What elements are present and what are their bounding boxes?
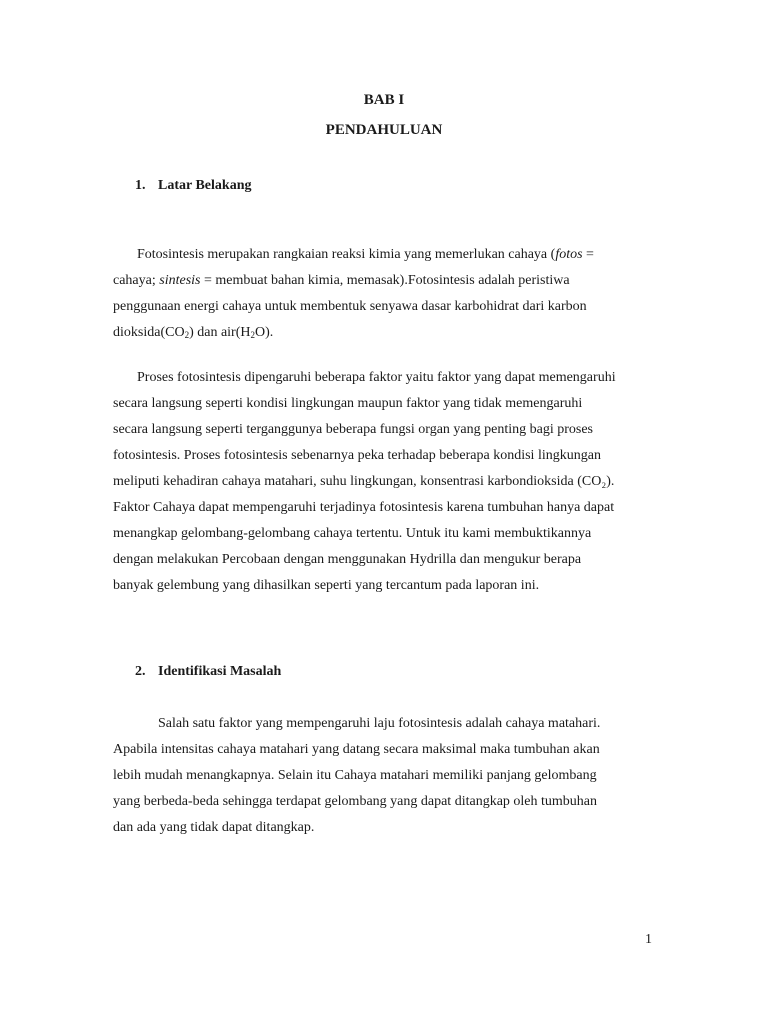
chapter-title: PENDAHULUAN xyxy=(325,122,443,138)
paragraph-line: cahaya; sintesis = membuat bahan kimia, memasak).Fotosintesis adalah peristiwa xyxy=(113,273,570,288)
paragraph-line: lebih mudah menangkapnya. Selain itu Cahaya matahari memiliki panjang gelombang xyxy=(113,768,597,783)
paragraph-line: yang berbeda-beda sehingga terdapat gelombang yang dapat ditangkap oleh tumbuhan xyxy=(113,794,597,809)
section-heading-identifikasi-masalah xyxy=(135,664,281,680)
page-number: 1 xyxy=(645,932,652,947)
paragraph-line: Salah satu faktor yang mempengaruhi laju fotosintesis adalah cahaya matahari. xyxy=(158,716,601,731)
section-heading-latar-belakang xyxy=(135,178,251,194)
section-number: 1. xyxy=(135,178,146,193)
paragraph-line: banyak gelembung yang dihasilkan seperti yang tercantum pada laporan ini. xyxy=(113,578,540,593)
paragraph-latar-belakang-2 xyxy=(113,365,653,599)
section-title: Latar Belakang xyxy=(158,178,252,193)
paragraph-line: secara langsung seperti kondisi lingkungan maupun faktor yang tidak memengaruhi xyxy=(113,396,583,411)
paragraph-line: menangkap gelombang-gelombang cahaya tertentu. Untuk itu kami membuktikannya xyxy=(113,526,592,541)
paragraph-identifikasi-masalah xyxy=(113,711,653,841)
paragraph-line: Faktor Cahaya dapat mempengaruhi terjadinya fotosintesis karena tumbuhan hanya dapat xyxy=(113,500,615,515)
paragraph-line: Apabila intensitas cahaya matahari yang datang secara maksimal maka tumbuhan akan xyxy=(113,742,600,757)
section-number: 2. xyxy=(135,664,146,679)
paragraph-line: Proses fotosintesis dipengaruhi beberapa faktor yaitu faktor yang dapat memengaruhi xyxy=(137,370,616,385)
paragraph-line: fotosintesis. Proses fotosintesis sebenarnya peka terhadap beberapa kondisi lingkungan xyxy=(113,448,601,463)
section-title: Identifikasi Masalah xyxy=(158,664,282,679)
paragraph-line: meliputi kehadiran cahaya matahari, suhu lingkungan, konsentrasi karbondioksida (CO₂). xyxy=(113,474,615,489)
paragraph-line: dengan melakukan Percobaan dengan menggunakan Hydrilla dan mengukur berapa xyxy=(113,552,582,567)
paragraph-line: $dioksida(CO_2)$ dan $air(H_2O)$. xyxy=(113,325,274,340)
paragraph-line: penggunaan energi cahaya untuk membentuk senyawa dasar karbohidrat dari karbon xyxy=(113,299,587,314)
chapter-number: BAB I xyxy=(363,92,405,108)
paragraph-latar-belakang-1 xyxy=(113,242,653,346)
paragraph-line: secara langsung seperti terganggunya beberapa fungsi organ yang penting bagi proses xyxy=(113,422,593,437)
paragraph-line: Fotosintesis merupakan rangkaian reaksi kimia yang memerlukan cahaya (fotos = xyxy=(137,247,594,262)
paragraph-line: dan ada yang tidak dapat ditangkap. xyxy=(113,820,315,835)
